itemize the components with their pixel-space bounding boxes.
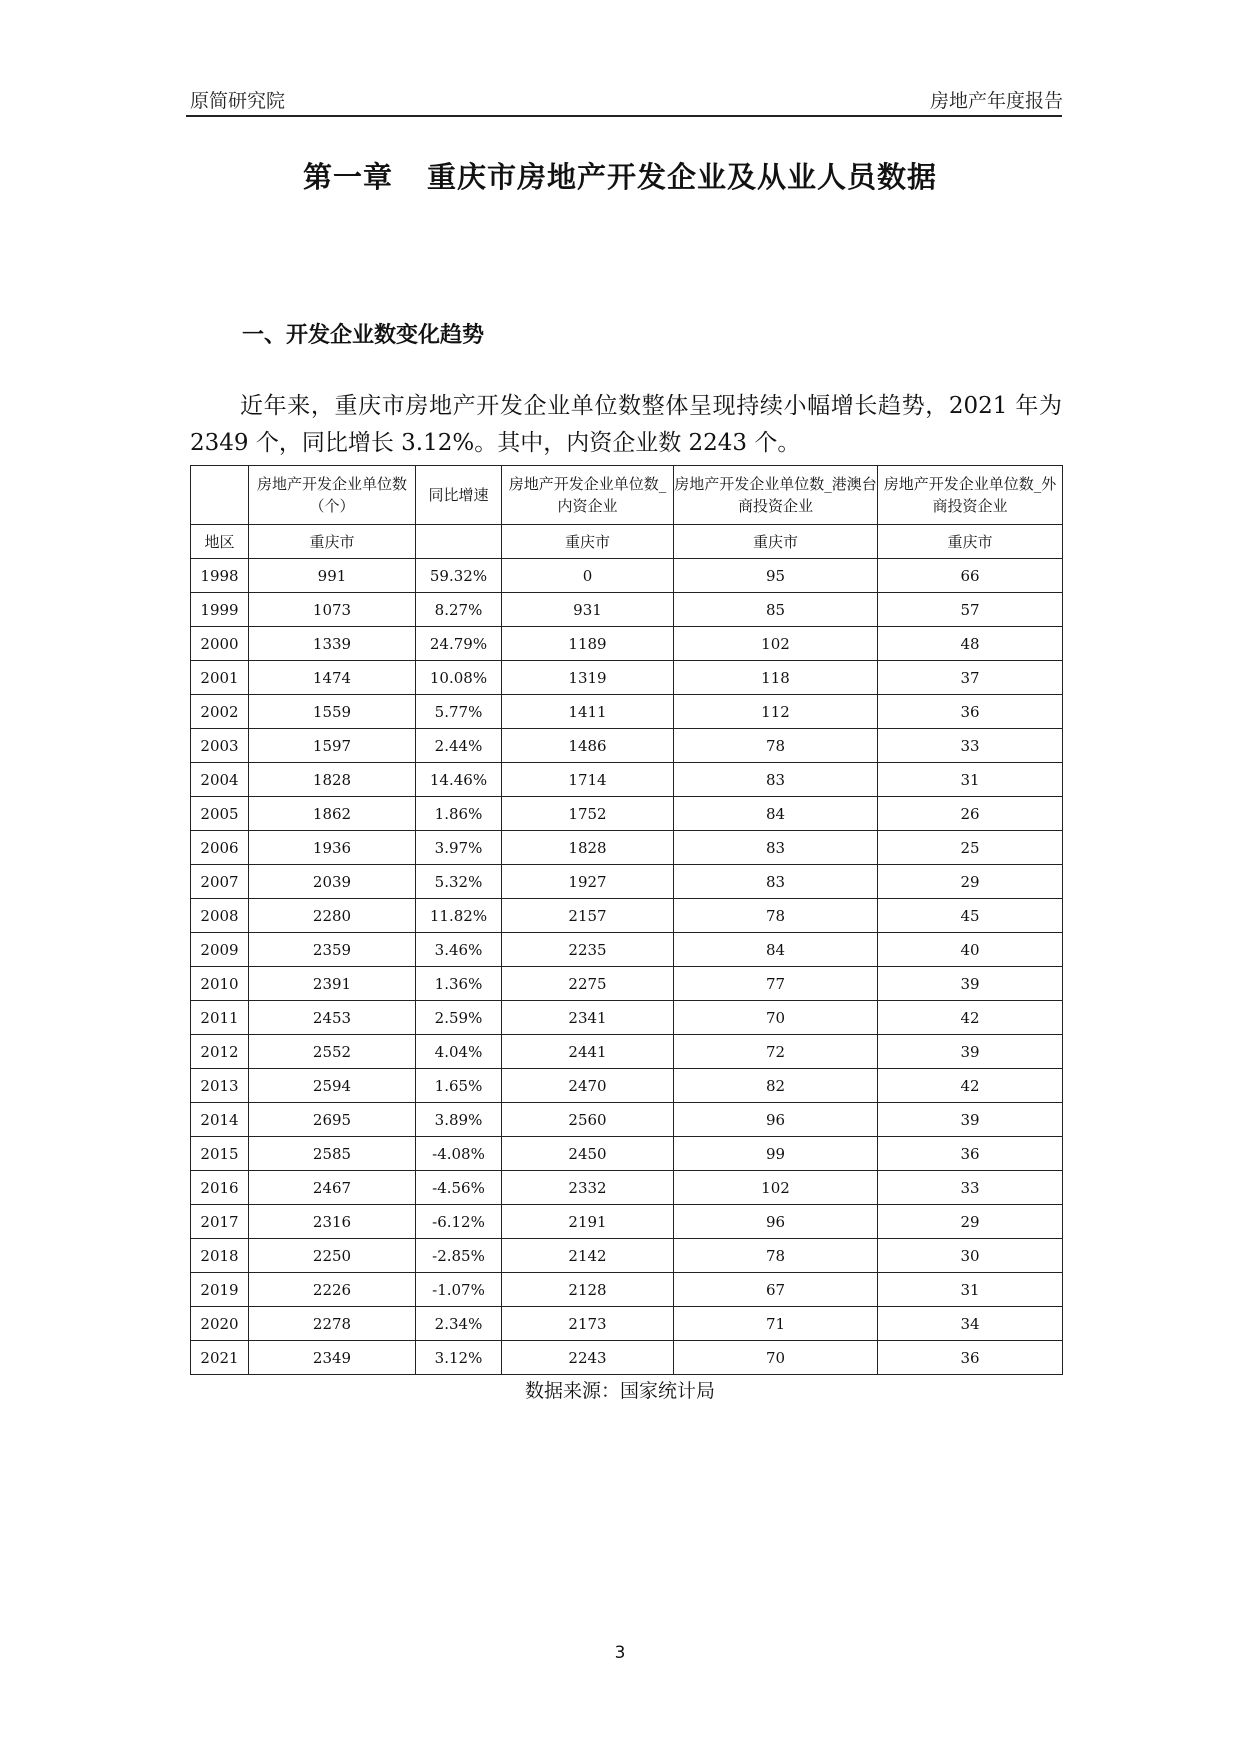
table-row xyxy=(191,1307,1063,1341)
table-row xyxy=(191,865,1063,899)
year-cell: 2020 xyxy=(191,1307,249,1341)
table-row xyxy=(191,1341,1063,1375)
table-cell: 83 xyxy=(674,763,878,797)
table-header-row xyxy=(191,466,1063,525)
table-cell: 24.79% xyxy=(416,627,502,661)
table-cell: 3.97% xyxy=(416,831,502,865)
table-cell: 25 xyxy=(878,831,1063,865)
year-cell: 2015 xyxy=(191,1137,249,1171)
table-row xyxy=(191,1205,1063,1239)
year-cell: 2011 xyxy=(191,1001,249,1035)
table-row xyxy=(191,1069,1063,1103)
table-cell: 2226 xyxy=(249,1273,416,1307)
table-cell: 2191 xyxy=(502,1205,674,1239)
table-cell: 1474 xyxy=(249,661,416,695)
year-cell: 2003 xyxy=(191,729,249,763)
table-cell: 71 xyxy=(674,1307,878,1341)
table-cell: 82 xyxy=(674,1069,878,1103)
table-cell: 2585 xyxy=(249,1137,416,1171)
chapter-title xyxy=(0,155,1240,196)
table-cell: 1927 xyxy=(502,865,674,899)
table-cell: 66 xyxy=(878,559,1063,593)
table-cell: 1073 xyxy=(249,593,416,627)
table-row xyxy=(191,967,1063,1001)
table-cell: 14.46% xyxy=(416,763,502,797)
table-cell: 45 xyxy=(878,899,1063,933)
table-cell: -4.56% xyxy=(416,1171,502,1205)
table-cell: 5.32% xyxy=(416,865,502,899)
year-cell: 2000 xyxy=(191,627,249,661)
chapter-number: 第一章 xyxy=(302,160,393,194)
table-cell: 83 xyxy=(674,831,878,865)
region-cell: 重庆市 xyxy=(249,525,416,559)
table-cell: 2453 xyxy=(249,1001,416,1035)
intro-paragraph: 近年来，重庆市房地产开发企业单位数整体呈现持续小幅增长趋势，2021 年为 2349 个，同比增长 3.12%。其中，内资企业数 2243 个。 xyxy=(190,393,1062,456)
region-cell: 地区 xyxy=(191,525,249,559)
header-divider xyxy=(186,115,1062,117)
table-cell: 2278 xyxy=(249,1307,416,1341)
year-cell: 2014 xyxy=(191,1103,249,1137)
table-cell: 33 xyxy=(878,1171,1063,1205)
year-cell: 2016 xyxy=(191,1171,249,1205)
table-row xyxy=(191,831,1063,865)
table-cell: 3.89% xyxy=(416,1103,502,1137)
table-cell: 37 xyxy=(878,661,1063,695)
page-number: 3 xyxy=(614,1643,626,1663)
table-cell: 1936 xyxy=(249,831,416,865)
year-cell: 2012 xyxy=(191,1035,249,1069)
table-cell: 2142 xyxy=(502,1239,674,1273)
year-cell: 2018 xyxy=(191,1239,249,1273)
year-cell: 1998 xyxy=(191,559,249,593)
table-cell: 2552 xyxy=(249,1035,416,1069)
table-cell: 1.36% xyxy=(416,967,502,1001)
table-cell: 70 xyxy=(674,1001,878,1035)
table-cell: 1.65% xyxy=(416,1069,502,1103)
table-cell: 39 xyxy=(878,1035,1063,1069)
table-cell: 2349 xyxy=(249,1341,416,1375)
year-cell: 2008 xyxy=(191,899,249,933)
table-cell: 0 xyxy=(502,559,674,593)
section-heading: 一、开发企业数变化趋势 xyxy=(242,323,485,348)
year-cell: 2004 xyxy=(191,763,249,797)
enterprise-count-table xyxy=(190,465,1063,1375)
header-org-name: 原简研究院 xyxy=(190,90,286,112)
table-row xyxy=(191,1035,1063,1069)
table-cell: 31 xyxy=(878,1273,1063,1307)
table-row xyxy=(191,933,1063,967)
table-cell: 102 xyxy=(674,627,878,661)
table-cell: 34 xyxy=(878,1307,1063,1341)
table-cell: 2332 xyxy=(502,1171,674,1205)
table-cell: 96 xyxy=(674,1103,878,1137)
header-cell: 同比增速 xyxy=(416,466,502,525)
table-cell: 78 xyxy=(674,729,878,763)
table-cell: 67 xyxy=(674,1273,878,1307)
table-cell: 5.77% xyxy=(416,695,502,729)
table-cell: 31 xyxy=(878,763,1063,797)
header-cell xyxy=(191,466,249,525)
year-cell: 2019 xyxy=(191,1273,249,1307)
table-cell: 2235 xyxy=(502,933,674,967)
table-cell: 1828 xyxy=(502,831,674,865)
table-cell: 1714 xyxy=(502,763,674,797)
table-cell: 2173 xyxy=(502,1307,674,1341)
table-cell: 2316 xyxy=(249,1205,416,1239)
year-cell: 2002 xyxy=(191,695,249,729)
table-cell: 40 xyxy=(878,933,1063,967)
year-cell: 2013 xyxy=(191,1069,249,1103)
table-cell: 59.32% xyxy=(416,559,502,593)
table-cell: 26 xyxy=(878,797,1063,831)
table-row xyxy=(191,1001,1063,1035)
table-cell: 1559 xyxy=(249,695,416,729)
table-cell: 84 xyxy=(674,933,878,967)
table-cell: -4.08% xyxy=(416,1137,502,1171)
table-cell: 77 xyxy=(674,967,878,1001)
table-row xyxy=(191,1273,1063,1307)
table-cell: 42 xyxy=(878,1069,1063,1103)
table-row xyxy=(191,661,1063,695)
table-cell: 3.12% xyxy=(416,1341,502,1375)
table-cell: 78 xyxy=(674,899,878,933)
table-cell: 36 xyxy=(878,695,1063,729)
table-cell: 72 xyxy=(674,1035,878,1069)
table-cell: 78 xyxy=(674,1239,878,1273)
year-cell: 2007 xyxy=(191,865,249,899)
table-cell: 4.04% xyxy=(416,1035,502,1069)
table-cell: 1189 xyxy=(502,627,674,661)
header-cell: 房地产开发企业单位数_外商投资企业 xyxy=(878,466,1063,525)
table-cell: 2.34% xyxy=(416,1307,502,1341)
table-row xyxy=(191,627,1063,661)
table-cell: 1597 xyxy=(249,729,416,763)
table-cell: 2470 xyxy=(502,1069,674,1103)
table-cell: 112 xyxy=(674,695,878,729)
table-cell: 931 xyxy=(502,593,674,627)
table-row xyxy=(191,899,1063,933)
data-source-note: 数据来源：国家统计局 xyxy=(524,1380,715,1402)
table-cell: 2441 xyxy=(502,1035,674,1069)
year-cell: 2010 xyxy=(191,967,249,1001)
year-cell: 2017 xyxy=(191,1205,249,1239)
table-row xyxy=(191,1103,1063,1137)
table-cell: 96 xyxy=(674,1205,878,1239)
table-cell: 10.08% xyxy=(416,661,502,695)
table-row xyxy=(191,559,1063,593)
table-cell: 99 xyxy=(674,1137,878,1171)
table-cell: 2560 xyxy=(502,1103,674,1137)
table-row xyxy=(191,1239,1063,1273)
header-cell: 房地产开发企业单位数（个） xyxy=(249,466,416,525)
table-cell: 57 xyxy=(878,593,1063,627)
table-cell: 95 xyxy=(674,559,878,593)
table-cell: 2391 xyxy=(249,967,416,1001)
table-cell: 2.44% xyxy=(416,729,502,763)
table-cell: 1862 xyxy=(249,797,416,831)
table-cell: -2.85% xyxy=(416,1239,502,1273)
year-cell: 1999 xyxy=(191,593,249,627)
table-row xyxy=(191,1137,1063,1171)
table-cell: 2450 xyxy=(502,1137,674,1171)
table-cell: 29 xyxy=(878,1205,1063,1239)
table-cell: 33 xyxy=(878,729,1063,763)
table-cell: 1411 xyxy=(502,695,674,729)
table-cell: 2594 xyxy=(249,1069,416,1103)
table-cell: 70 xyxy=(674,1341,878,1375)
table-row xyxy=(191,695,1063,729)
region-cell xyxy=(416,525,502,559)
year-cell: 2009 xyxy=(191,933,249,967)
year-cell: 2001 xyxy=(191,661,249,695)
table-cell: 2.59% xyxy=(416,1001,502,1035)
table-cell: 2039 xyxy=(249,865,416,899)
table-row xyxy=(191,763,1063,797)
region-cell: 重庆市 xyxy=(878,525,1063,559)
table-cell: 2695 xyxy=(249,1103,416,1137)
table-cell: -6.12% xyxy=(416,1205,502,1239)
table-cell: 2467 xyxy=(249,1171,416,1205)
table-cell: 11.82% xyxy=(416,899,502,933)
header-cell: 房地产开发企业单位数_港澳台商投资企业 xyxy=(674,466,878,525)
table-row xyxy=(191,797,1063,831)
table-cell: 2341 xyxy=(502,1001,674,1035)
table-cell: 85 xyxy=(674,593,878,627)
year-cell: 2005 xyxy=(191,797,249,831)
table-cell: 39 xyxy=(878,967,1063,1001)
table-row xyxy=(191,593,1063,627)
table-cell: 8.27% xyxy=(416,593,502,627)
table-cell: 2250 xyxy=(249,1239,416,1273)
table-cell: 1339 xyxy=(249,627,416,661)
table-cell: 83 xyxy=(674,865,878,899)
table-cell: 102 xyxy=(674,1171,878,1205)
table-row xyxy=(191,729,1063,763)
table-cell: 84 xyxy=(674,797,878,831)
table-cell: 1486 xyxy=(502,729,674,763)
year-cell: 2006 xyxy=(191,831,249,865)
table-cell: 1.86% xyxy=(416,797,502,831)
table-cell: 2359 xyxy=(249,933,416,967)
table-cell: 36 xyxy=(878,1341,1063,1375)
table-cell: 1828 xyxy=(249,763,416,797)
table-cell: 2275 xyxy=(502,967,674,1001)
table-cell: 39 xyxy=(878,1103,1063,1137)
table-cell: -1.07% xyxy=(416,1273,502,1307)
header-cell: 房地产开发企业单位数_内资企业 xyxy=(502,466,674,525)
table-cell: 2280 xyxy=(249,899,416,933)
table-cell: 29 xyxy=(878,865,1063,899)
table-cell: 30 xyxy=(878,1239,1063,1273)
table-cell: 1319 xyxy=(502,661,674,695)
table-cell: 3.46% xyxy=(416,933,502,967)
table-cell: 48 xyxy=(878,627,1063,661)
table-cell: 2157 xyxy=(502,899,674,933)
region-row xyxy=(191,525,1063,559)
table-cell: 36 xyxy=(878,1137,1063,1171)
table-cell: 2128 xyxy=(502,1273,674,1307)
table-row xyxy=(191,1171,1063,1205)
year-cell: 2021 xyxy=(191,1341,249,1375)
table-cell: 1752 xyxy=(502,797,674,831)
chapter-heading: 重庆市房地产开发企业及从业人员数据 xyxy=(427,160,938,194)
table-cell: 2243 xyxy=(502,1341,674,1375)
region-cell: 重庆市 xyxy=(674,525,878,559)
header-report-title: 房地产年度报告 xyxy=(929,90,1063,112)
region-cell: 重庆市 xyxy=(502,525,674,559)
table-cell: 118 xyxy=(674,661,878,695)
table-cell: 42 xyxy=(878,1001,1063,1035)
table-cell: 991 xyxy=(249,559,416,593)
